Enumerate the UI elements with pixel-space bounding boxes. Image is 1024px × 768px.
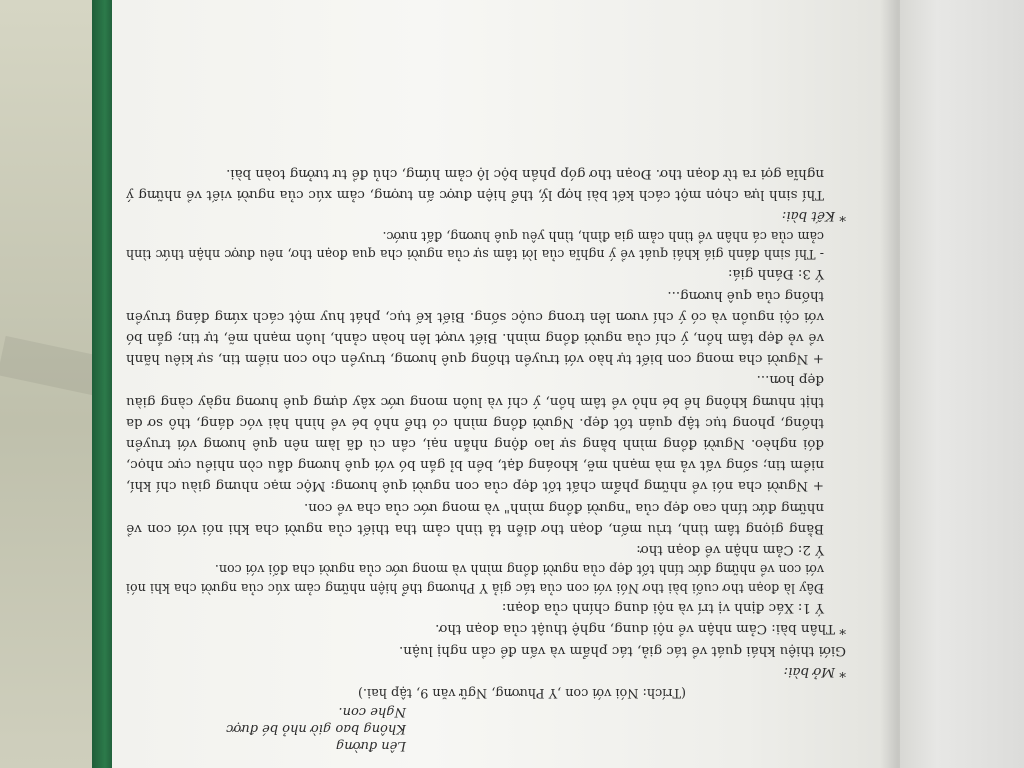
plus2-text: + Người cha mong con biết tự hào với truyền thống quê hương, truyền cho con niềm tin, sự kiêu hãnh về vẻ đẹp tâm hồn, ý chí của người đồng mình. Biết vượt lên hoàn cảnh, luôn mạnh mẽ, tự tin; gắn bó với cội nguồn và có ý chí vươn lên trong cuộc sống. Biết kế tục, phát huy một cách xứng đáng truyền thống của quê hương...	[126, 287, 824, 367]
poem-line-1: Lên đường	[335, 738, 406, 753]
y3-title: Ý 3: Đánh giá:	[727, 266, 824, 282]
y2-title: Ý 2: Cảm nhận về đoạn thơ:	[636, 541, 824, 557]
next-page-edge	[900, 0, 1024, 768]
document-text	[126, 163, 846, 754]
ket-bai-heading: * Kết bài:	[781, 208, 846, 224]
y2-text: Bằng giọng tâm tình, trìu mến, đoạn thơ diễn tả tình cảm tha thiết của người cha khi nói với con về những đức tính cao đẹp của "người đồng mình" và mong ước của cha về con.	[126, 499, 824, 536]
ket-bai-text: Thí sinh lựa chọn một cách kết bài hợp lý, thể hiện được ấn tượng, cảm xúc của người viết về những ý nghĩa gợi ra từ đoạn thơ. Đoạn thơ góp phần bộc lộ cảm hứng, chủ đề tư tưởng toàn bài.	[126, 165, 824, 202]
y1-title: Ý 1: Xác định vị trí và nội dung chính của đoạn:	[501, 600, 824, 616]
poem-citation: (Trích: Nói với con ,Y Phương, Ngữ văn 9, tập hai.)	[357, 685, 686, 700]
plus1-text: + Người cha nói về những phẩm chất tốt đẹp của con người quê hương: Mộc mạc nhưng giàu chí khí, niềm tin; sống vất vả mà mạnh mẽ, khoáng đạt, bền bỉ gắn bó với quê hương dẫu còn nhiều cực nhọc, đói nghèo. Người đồng mình bằng sự lao động nhẫn nại, cần cù đã làm nên quê hương với truyền thống, phong tục tập quán tốt đẹp. Người đồng mình có thể nhỏ bé về hình hài vóc dáng, thô sơ da thịt nhưng không hề bé nhỏ về tâm hồn, ý chí và luôn mong ước xây dựng quê hương ngày càng giàu đẹp hơn...	[126, 372, 824, 494]
poem-excerpt	[126, 703, 846, 754]
mo-bai-intro: Giới thiệu khái quát về tác giả, tác phẩm và vấn đề cần nghị luận.	[399, 642, 846, 658]
y3-text: - Thí sinh đánh giá khái quát về ý nghĩa của lời tâm sự của người cha qua đoạn thơ, nêu được nhận thức tình cảm của cá nhân về tình cảm gia đình, tình yêu quê hương, đất nước.	[126, 228, 824, 263]
y1-text: Đây là đoạn thơ cuối bài thơ Nói với con của tác giả Y Phương thể hiện những cảm xúc của người cha khi nói với con về những đức tính tốt đẹp của người đồng mình và mong ước của người cha đối với con.	[126, 562, 824, 596]
upside-down-text-block	[112, 0, 872, 768]
poem-line-2: Không bao giờ nhỏ bé được	[226, 721, 406, 736]
mo-bai-heading: * Mở bài:	[783, 663, 846, 679]
document-page	[112, 0, 902, 768]
than-bai-heading: * Thân bài: Cảm nhận về nội dung, nghệ thuật của đoạn thơ.	[435, 621, 846, 637]
poem-line-3: Nghe con.	[338, 704, 406, 719]
